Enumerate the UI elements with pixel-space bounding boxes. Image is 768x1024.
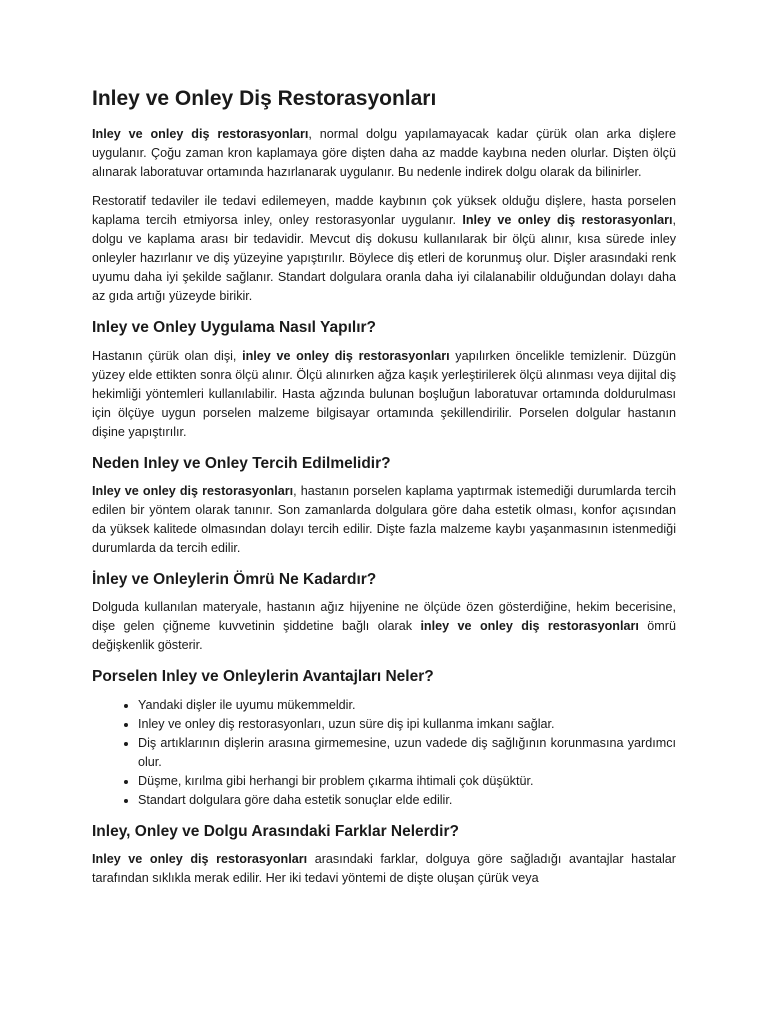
- bold-term: inley ve onley diş restorasyonları: [242, 348, 450, 363]
- section-heading-why: Neden Inley ve Onley Tercih Edilmelidir?: [92, 454, 391, 472]
- section-heading-application: Inley ve Onley Uygulama Nasıl Yapılır?: [92, 319, 377, 337]
- list-item: • Inley ve onley diş restorasyonları, uzun süre diş ipi kullanma imkanı sağlar.: [138, 715, 676, 734]
- advantages-list: [92, 696, 676, 810]
- bold-term: inley ve onley diş restorasyonları: [420, 619, 639, 634]
- list-item: • Diş artıklarının dişlerin arasına girmemesine, uzun vadede diş sağlığının korunmasına yardımcı olur.: [138, 734, 676, 772]
- bold-term: Inley ve onley diş restorasyonları: [92, 127, 309, 142]
- page-title: Inley ve Onley Diş Restorasyonları: [92, 87, 437, 110]
- intro-paragraph-1: Inley ve onley diş restorasyonları, normal dolgu yapılamayacak kadar çürük olan arka dişlere uygulanır. Çoğu zaman kron kaplamaya göre dişten daha az madde kaybına neden olurlar. Dişten ölçü alınarak laboratuvar ortamında hazırlanarak uygulanır. Bu nedenle indirek dolgu olarak da bilinirler.: [92, 127, 676, 180]
- bold-term: Inley ve onley diş restorasyonları: [92, 852, 308, 867]
- bold-term: Inley ve onley diş restorasyonları: [462, 213, 673, 228]
- bold-term: Inley ve onley diş restorasyonları: [92, 483, 294, 498]
- differences-paragraph: Inley ve onley diş restorasyonları arasındaki farklar, dolguya göre sağladığı avantajlar hastalar tarafından sıklıkla merak edilir. Her iki tedavi yöntemi de dişte oluşan çürük veya: [92, 852, 676, 886]
- intro-paragraph-2: Restoratif tedaviler ile tedavi edilemeyen, madde kaybının çok yüksek olduğu dişlere, hasta porselen kaplama tercih etmiyorsa inley, onley restorasyonlar uygulanır. Inley ve onley diş restorasyonları, dolgu ve kaplama arası bir tedavidir. Mevcut diş dokusu kullanılarak bir ölçü alınır, kısa sürede inley onleyler hazırlanır ve diş yüzeyine yapıştırılır. Böylece diş etleri de korunmuş olur. Dişler arasındaki renk uyumu daha iyi şekilde sağlanır. Standart dolgulara oranla daha iyi cilalanabilir olduğundan dolayı daha az gıda artığı yüzeyde birikir.: [92, 194, 676, 304]
- list-item: • Düşme, kırılma gibi herhangi bir problem çıkarma ihtimali çok düşüktür.: [138, 772, 676, 791]
- section-heading-differences: Inley, Onley ve Dolgu Arasındaki Farklar Nelerdir?: [92, 822, 459, 840]
- why-paragraph: Inley ve onley diş restorasyonları, hastanın porselen kaplama yaptırmak istemediği durumlarda tercih edilen bir yöntem olarak tanınır. Son zamanlarda dolgulara göre daha estetik olması, konfor açısından da yüksek kalitede olmasından dolayı tercih edilir. Dişte fazla malzeme kaybı yaşanmasının istenmediği durumlarda da tercih edilir.: [92, 483, 676, 555]
- list-item: • Standart dolgulara göre daha estetik sonuçlar elde edilir.: [138, 791, 676, 810]
- application-paragraph: Hastanın çürük olan dişi, inley ve onley diş restorasyonları yapılırken öncelikle temizlenir. Düzgün yüzey elde ettikten sonra ölçü alınır. Ölçü alınırken ağza kaşık yerleştirilerek ölçü alınması veya dijital diş hekimliği yöntemleri kullanılabilir. Hasta ağzında bulunan boşluğun laboratuvar ortamında doldurulması için ölçüye uygun porselen malzeme bilgisayar ortamında şekillendirilir. Porselen dolgular hastanın dişine yapıştırılır.: [92, 348, 677, 439]
- section-heading-lifespan: İnley ve Onleylerin Ömrü Ne Kadardır?: [92, 570, 377, 588]
- list-item: • Yandaki dişler ile uyumu mükemmeldir.: [138, 696, 676, 715]
- section-heading-advantages: Porselen Inley ve Onleylerin Avantajları Neler?: [92, 668, 434, 686]
- lifespan-paragraph: Dolguda kullanılan materyale, hastanın ağız hijyenine ne ölçüde özen gösterdiğine, hekim becerisine, dişe gelen çiğneme kuvvetinin şiddetine bağlı olarak inley ve onley diş restorasyonları ömrü değişkenlik gösterir.: [92, 600, 676, 653]
